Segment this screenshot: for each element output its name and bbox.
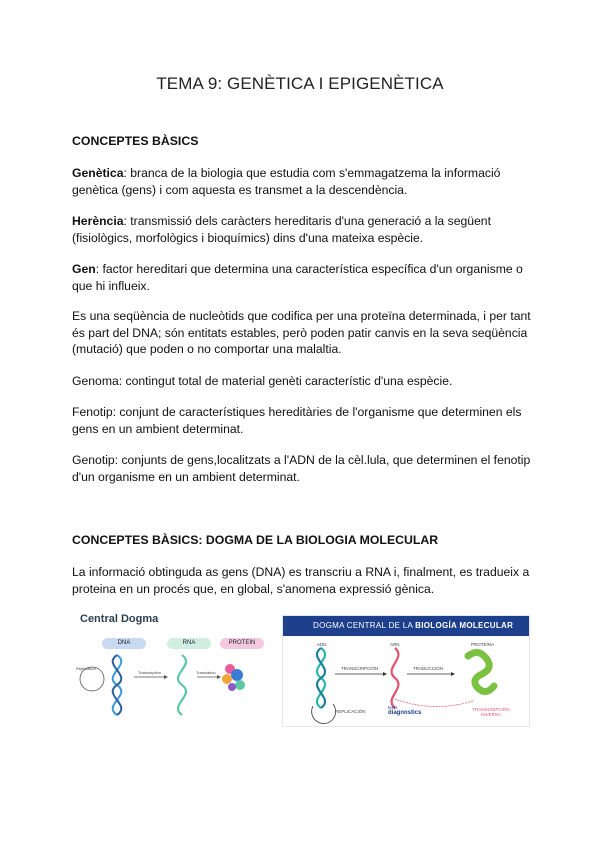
page-title: TEMA 9: GENÈTICA I EPIGENÈTICA [156, 74, 444, 93]
definition-genoma: Genoma: contingut total de material genèti característic d'una espècie. [72, 374, 453, 388]
definition-herencia-text: : transmissió dels caràcters hereditaris d'una generació a la següent (fisiològics, morfològics i bioquímics) dins d'una mateixa espècie. [72, 214, 491, 245]
dna-label: DNA [102, 638, 146, 649]
transcripcion-inversa-label: TRANSCRIPCIÓN INVERSA [472, 707, 510, 717]
arn-label: ARN [390, 642, 400, 647]
rna-label: RNA [167, 638, 211, 649]
definition-genetica [72, 165, 534, 198]
dogma-central-figure [282, 615, 530, 727]
adn-label: ADN [317, 642, 327, 647]
term-genetica: Genètica [72, 166, 124, 180]
central-dogma-illustration [72, 607, 272, 717]
central-dogma-figure [72, 607, 272, 717]
replicacion-label: REPLICACIÓN [335, 709, 366, 714]
figure1-title: Central Dogma [80, 613, 159, 625]
definition-gen [72, 261, 534, 294]
term-gen: Gen [72, 262, 96, 276]
section-heading-basics: CONCEPTES BÀSICS [72, 134, 199, 148]
definition-genotip: Genotip: conjunts de gens,localitzats a l'ADN de la cèl.lula, que determinen el fenotip d'un organisme en un ambient determinat. [72, 453, 531, 484]
protein-label: PROTEIN [220, 638, 264, 649]
section-heading-dogma: CONCEPTES BÀSICS: DOGMA DE LA BIOLOGIA MOLECULAR [72, 533, 439, 547]
replication-label: Replication [76, 666, 96, 671]
definition-genetica-text: : branca de la biologia que estudia com s'emmagatzema la informació genètica (gens) i com aquesta es transmet a la descendència. [72, 166, 501, 197]
definition-fenotip: Fenotip: conjunt de característiques hereditàries de l'organisme que determinen els gens en un ambient determinat. [72, 405, 522, 436]
translation-label: Translation [196, 670, 216, 675]
transcription-label: Transcription [138, 670, 161, 675]
brand-logo: tests diagnostics [388, 705, 422, 716]
term-herencia: Herència [72, 214, 124, 228]
gen-detail-paragraph: Es una seqüència de nucleòtids que codifica per una proteïna determinada, i per tant és part del DNA; són entitats estables, però poden patir canvis en la seva seqüència (mutació) que poden o no comportar una malaltia. [72, 309, 531, 356]
transcripcion-label: TRANSCRIPCIÓN [341, 666, 379, 671]
dogma-paragraph: La informació obtinguda as gens (DNA) es transcriu a RNA i, finalment, es tradueix a proteina en un procés que, en global, s'anomena expressió gènica. [72, 565, 530, 596]
definition-gen-text: : factor hereditari que determina una característica específica d'un organisme o que hi influeix. [72, 262, 523, 293]
definition-herencia [72, 213, 534, 246]
proteina-label: PROTEÍNA [471, 642, 495, 647]
figure2-title: DOGMA CENTRAL DE LA BIOLOGÍA MOLECULAR [313, 621, 514, 630]
traduccion-label: TRADUCCIÓN [413, 666, 443, 671]
